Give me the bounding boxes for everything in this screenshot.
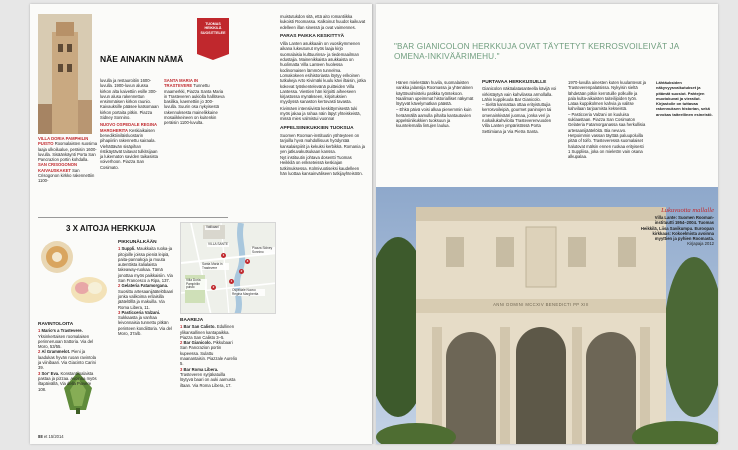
map-pin: 1 <box>230 279 233 283</box>
right-column-1 <box>396 80 474 129</box>
pizza-item-name: Gelateria Fatamorgana. <box>121 283 169 289</box>
bar-item-text: Edullinen ylikansallinen kantapaikka. Piazza San Calisto 3–5. <box>180 324 235 340</box>
church-tower-photo <box>38 14 92 134</box>
pizza-item <box>118 310 176 336</box>
restaurants-section-title: RAVINTOLOITA <box>38 322 74 327</box>
sidebar-text-san-crisogono: San Crisogonon kirkko rakennettiin 1100- <box>38 167 95 184</box>
bar-item-name: Bar Gianicolo. <box>183 340 212 346</box>
bar-item <box>180 324 238 340</box>
bar-item-name: Bar San Calisto. <box>183 324 216 330</box>
badge-line-1: TUOMAS <box>205 22 221 26</box>
section-heading-food: 3 X AITOJA HERKKUJA <box>66 224 156 233</box>
right-col3-text-c: Hetpoimmin vassan täyttää paluupoluilla pitää of toifo. Trasteveressä suomalaiset halutovat mälsin ennen ruokaa erityisesti 1 Suppliisa, joka on mieletön vain osana alkupalaa. <box>568 132 644 160</box>
right-col2-text-b: – Sieltä kannattaa ottaa erityistuttujia kerrosvoileipiä, gourmet paninojen tai omenainkivääri juomaa, jonka veri ja ruokailukahviloita Trasteverenvuoden Villa Lanten ympäristössä Porta Settimiana ja Via Pietra Santa. <box>482 102 552 134</box>
bars-section <box>180 318 238 388</box>
restaurant-item-name: Sor' Eva. <box>41 370 60 376</box>
magazine-issue: et 15/2014 <box>43 434 64 439</box>
page-number-left <box>38 434 64 439</box>
body-text-4: Nyt instituutin johtava dosentti Tuomas Heikkilä on erikseteissä keskiajan tutkimuksessa. Kolmivuotiseksi kaudelleen hän luottaa kansainväliseen tutkijayhteisöön. <box>280 155 363 177</box>
right-column-2 <box>482 80 560 134</box>
right-col3-text-b: – Pasticceria Valzani on kuuluisa suklaastaan. Piazza San Cosimaton Gelateria Fatamorganassa saa herkullisia artesaanijäätelöitä. Bia nevuvo. <box>568 111 646 133</box>
left-sidebar <box>38 136 98 184</box>
book-caption <box>638 207 714 247</box>
body-heading-focus: PARAS PAIKKA KESKITTYÄ <box>280 33 345 39</box>
map-label-villa-doria: Villa Doria Pamphilin puisto <box>185 279 207 290</box>
badge-line-3: SUOSITTELEE <box>200 30 226 35</box>
sidebar-text-villa-doria: Roomalaisten suosima laaja ulkoilualue, peräisin 1600-luvulla. Sisäänkäynti Porta San Pancrazion portin kohdalla. <box>38 141 98 163</box>
section-heading-sights: NÄE AINAKIN NÄMÄ <box>100 54 184 64</box>
right-page <box>376 4 718 444</box>
bar-item-number: 2 <box>180 340 183 346</box>
restaurants-section <box>38 322 98 392</box>
left-page <box>30 4 372 444</box>
map-pin: 1 <box>222 253 225 257</box>
bars-section-title: BAAREJA <box>180 318 204 323</box>
caption-source: Kirjapaja 2012 <box>687 241 714 247</box>
right-heading-treats: PURTAVAA HERKKUSUILLE <box>482 80 547 85</box>
bar-item-text: Pikkubaari San Pancrazion portin kupeessa. Sulattu maanantaisin. Piazzale Aurelio 5. <box>180 340 238 367</box>
map-pin: 2 <box>240 269 243 273</box>
right-sidebar: Lähtäuksiden näkyvyysvaikutukset ja pitämät suosiot. Pahtejen muotokuvat ja vierailut. Kirjastolle on tuttavaa rakennuksen historian, sekä arvokas taiteellinen esineistö. <box>656 80 713 117</box>
body-heading-orange-blossom: APPELSIINIKUKKIEN TUOKSUA <box>280 125 354 131</box>
bar-item <box>180 367 238 388</box>
restaurant-item-name: Al Grammelot. <box>41 349 71 355</box>
restaurant-item-number: 3 <box>38 370 41 376</box>
pizza-item <box>118 246 176 283</box>
pull-quote: "BAR GIANICOLON HERKKUJA OVAT TÄYTETYT KERROSVOILEIVÄT JA OMENA-INKIVÄÄRIMEHU." <box>394 42 679 61</box>
pizza-item <box>118 283 176 309</box>
regina-margherita-text: Keskiaikaisen benediktiiniläisluostarin pihapiiriin rakennettu sairaala. Viehättävän sisäpihan ristikäytävät taitavat tulkitsijaan ja lukematon saviden taikasista voiverhoon. Piazza San Cosimato. <box>100 127 158 170</box>
pizza-item-text: Maukkaita ruoka-ja pitojoille joissa pieniä leipiä, paita-pannakoja ja muuta autenttista italialaista takeaway-ruokaa. Tämä jonottaa myös paikkaisiin. Via San Francesco a Ripa, 137. <box>118 246 173 284</box>
left-body-column <box>280 14 366 177</box>
pizza-item-number: 3 <box>118 309 121 315</box>
pizza-item-name: Pasticceria Valzani. <box>121 309 161 315</box>
section-divider <box>38 217 228 218</box>
bar-item <box>180 340 238 366</box>
right-col1-text-a: Hänen mielestään huvila, suomalaisten vankka jalansija Roomassa ja yhtenäinen käyttövalmistelu patikka työntekoon. Naaliman upeimmat historialliset näkymät löytyvät kävelymatkan päästä. <box>396 80 474 107</box>
map-label-villa-lante: VILLA SANTE <box>208 242 229 246</box>
bar-item-name: Bar Roma Libera. <box>183 366 219 372</box>
map-pin: 2 <box>212 285 215 289</box>
santa-maria-title: SANTA MARIA IN TRASTEVERE <box>164 78 199 89</box>
intro-text-1: luvulla ja restauroitiin 1600-luvulla. 1900-luvun alussa kirkon alta kaivettiin esille 300-luvun alusa rakennettun ensimmäisen kirkon raunio. Kaivauksille pääsee katsomaan kirkon portaita pitkin. Piazza Sidney Sonnino. <box>100 78 159 121</box>
trastevere-map <box>180 222 276 314</box>
right-col3-text-a: 1970-luvulla ainesten kuten kuulantevat ja Trasteverenpalatsissa. Nykyisin sieltä lähdetään pitkin kerrotuille polkuille ja pala kulta-aikaisten taiteilijoiden työn. Lataa kuppikolmen kahvia ja valitse kahvilaan tarjoamista kekseistä. <box>568 80 646 112</box>
facade-inscription: ANNI DOMINI MCCXIV BENEDICTI PP XIII <box>493 302 589 307</box>
regina-margherita-title: NUOVO OSPEDALE REGINA MARGHERITA <box>100 122 157 133</box>
intro-column-1 <box>100 78 160 170</box>
restaurant-item-number: 1 <box>38 328 41 334</box>
sidebar-title-villa-doria: VILLA DORIA PAMPHILIN PUISTO <box>38 136 89 147</box>
restaurant-item-text: Pieni ja laadukas hyvän ruoan ravintola ja viinibaari. Via Giacinto Carini 39. <box>38 349 96 371</box>
body-text-1: Villa Lanten asukkaaiin on vuosikymmenen aikana lukeutunut myös laaja kirjo suomalaisia kulttuurinsa- ja tiedemaailman edustajia. Mainenikkaista asukkaista on huolimatta Villa Lanteen huolessa kodinomaisen lämmön tunnelma. Lomakokeen esihistoriasta löytyy erikoinen tutkukeja Arto Kivimäki kuulu kävi iltaisin, jotka kokevat työskentelevänä puitteiden Villa Lantessa. Viestien hän kirjoitti aiheeseen kirjastossa mynäkseen, kirjoituksien myydyssä sanaston kertovasti tavasta. <box>280 41 366 105</box>
restaurant-item-number: 2 <box>38 349 41 355</box>
caption-title: Lukuvuotta mallalle <box>661 207 714 214</box>
pizza-item-number: 2 <box>118 283 121 289</box>
pizza-section <box>118 240 176 336</box>
bar-item-text: Trasteveren syrjäkatuilla löytyvä baari on auki aamusta iltaan. Via Roma Libera, 17. <box>180 371 236 388</box>
restaurant-item <box>38 328 98 349</box>
intro-column-2 <box>164 78 226 126</box>
pizza-item-text: Suosittu artesaanijäätelöbaari jonka valikoima erilaisilla jäätelölllä ja makuilla. Via Roma Libera, 11. <box>118 288 174 310</box>
restaurant-item-text: Konstantiinalaista pastaa ja pizzaa. Avoinna myös iltapäivällä, Via della Piovere 108. <box>38 370 97 392</box>
bar-item-number: 3 <box>180 366 183 372</box>
pizza-item-number: 1 <box>118 246 121 252</box>
caption-text: Villa Lante: Suomen Rooman-instituutti 1954–2004. Tuomas Heikkilä, Liisa Savikumpu. Euroopan kirkkaus: Kokoelmista avoinna myyttien ja pyhien Roomasta. <box>640 215 714 242</box>
body-text-3: Suomen Rooman-instituutin yöhteyteen on tarjoilla hyvä mahdollisuus hyödyntää kansalaispiirit ja kekuksi kerbikkä. Romania ja yen jatkuvakutsukaan kanssa. <box>280 132 365 154</box>
sidebar-title-san-crisogono: SAN CRISOGONON KAIVAUSKAKET <box>38 162 78 173</box>
body-text-2: Kivimäen intensiivistä keskittymisestä tuki myös jakaa ja rahaa näin läpyt yhteiskeistä, missä mies valmistui vuonna! <box>280 105 361 122</box>
gelato-photo <box>70 274 108 304</box>
map-pin: 3 <box>246 259 249 263</box>
bar-item-number: 1 <box>180 324 183 330</box>
restaurant-item-name: Mario's a Trastevere. <box>41 328 83 334</box>
pizza-section-title: PIKKUNÄLKÄÄN <box>118 240 157 245</box>
body-top-text: muistutukdon sitä, että aito romantiikka kukoisti Roomassa. Kalkoinut huudot kaikuvat edelleen illan sinessä ja ovat vaimennes. <box>280 14 366 30</box>
map-label-ospedale: Ospedale Nuovo Regina Margherita <box>231 289 265 296</box>
map-label-piazza-sonnino: Piazza Sidney Sonnino <box>251 247 275 254</box>
restaurant-item <box>38 371 98 392</box>
restaurant-item-text: Yksinkertaisen roomalaisen perinneruoan trattoria. Via del Moro, 53/55. <box>38 333 94 350</box>
right-col1-text-b: – Ehkä päivä voisi alkaa pienemmin kuin heräämällä aamulla pihalta kantautuvien appelsiinikukkien tuoksuun ja kuuntelemalla lintujen laulua. <box>396 107 472 129</box>
santa-maria-text: Tunnettu maamerkki, Piazza Santa Maria in Trasteveren aukiolla hallitseva basilika, kaemettiin jo 300-luvulla. Suurin osa nykyisestä rakennuksesta mainelikkaine mosaiikkeineen on kuitenkin peräisin 1100-luvulta. <box>164 83 225 126</box>
pizza-item-text: Sukkaasta ja vanhaa leivonnaisia tunnettu pitkän perinteen kondiittoria. Via del Moro, 37a/b. <box>118 315 172 337</box>
map-label-vatican: Vatikaani <box>206 225 219 229</box>
badge-line-2: HEIKKILÄ <box>204 26 222 31</box>
pastry-photo <box>40 240 74 274</box>
right-column-3 <box>568 80 646 159</box>
recommendation-badge <box>197 18 229 54</box>
right-col2-text-a: Gianicolon näköalatasanteella kävijä voi virkistäytyä vain kahvilassa armollalla. Lähin kuppikuula Bar Gianicolo. <box>482 86 557 102</box>
page-number: 88 <box>38 434 43 439</box>
map-label-santa-maria: Santa Maria in Trastevere <box>201 263 229 270</box>
restaurant-item <box>38 349 98 370</box>
pizza-item-name: Suppli. <box>121 246 136 252</box>
